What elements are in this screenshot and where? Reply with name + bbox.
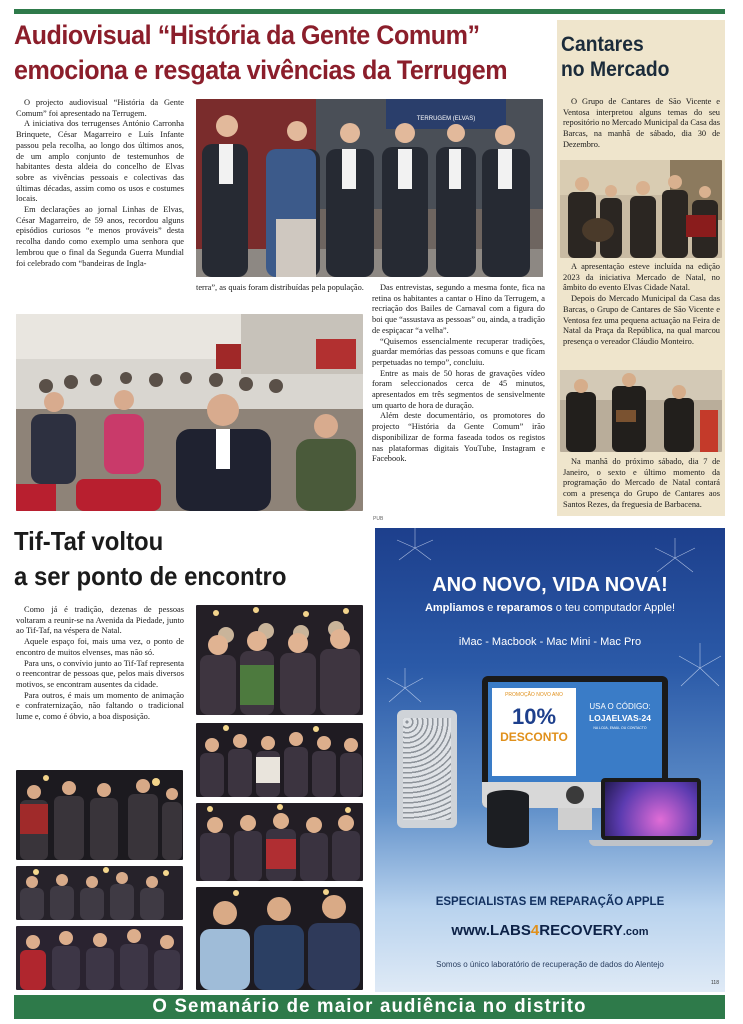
sidebar-title-line2: no Mercado — [561, 58, 670, 81]
article1-column-3 — [372, 283, 545, 465]
top-rule — [14, 9, 725, 14]
url-labs: LABS — [490, 922, 531, 939]
imac-screen — [488, 682, 662, 782]
mac-pro-cylinder — [487, 790, 529, 848]
ad-subtitle-mid: e — [484, 602, 497, 614]
macbook-base — [589, 840, 713, 846]
ad-title: ANO NOVO, VIDA NOVA! — [432, 574, 668, 596]
photo-cantares-market — [560, 160, 722, 258]
photo-tiftaf-6 — [196, 803, 363, 881]
footer-banner — [14, 995, 725, 1019]
promo-box — [492, 688, 576, 776]
promo-code-block — [580, 702, 660, 730]
article1-paragraph: Em declarações ao jornal Linhas de Elvas, César Magarreiro, de 59 anos, recordou alguns episódios curiosos “e menos prováveis” desta recolha dando como exemplo uma senhora que lembrou que o final da Segunda Guerra Mundial foi celebrado com “bandeiras de Ingla- — [16, 205, 184, 268]
article1-paragraph: Entre as mais de 50 horas de gravações vídeo foram seleccionados cerca de 45 minutos, apresentados em três segmentos de sensivelmente um quarto de hora de duração. — [372, 368, 545, 410]
ad-subtitle-rep: reparamos — [496, 602, 553, 614]
article1-headline-line2: emociona e resgata vivências da Terrugem — [14, 55, 508, 85]
article2-headline — [14, 524, 286, 594]
article1-column-2 — [196, 283, 366, 294]
url-post: .com — [622, 926, 649, 938]
article2-body — [16, 605, 184, 723]
footer-text: O Semanário de maior audiência no distrito — [152, 996, 587, 1017]
sidebar-cantares — [557, 20, 725, 516]
photo-presenters-group — [196, 99, 543, 277]
photo-cantares-feira — [560, 370, 722, 452]
article2-headline-line2: a ser ponto de encontro — [14, 561, 287, 591]
mac-pro-tower — [397, 710, 457, 828]
article2-paragraph: Como já é tradição, dezenas de pessoas voltaram a reunir-se na Avenida da Piedade, junto ao Tif-Taf, na véspera de Natal. — [16, 605, 184, 636]
sidebar-title-line1: Cantares — [561, 33, 644, 56]
sidebar-closing — [563, 457, 720, 511]
imac-stand — [558, 808, 592, 830]
article2-paragraph: Para outros, é mais um momento de animação e confraternização, não faltando o tradicional lume e, como é óbvio, a boa disposição. — [16, 690, 184, 722]
mac-pro-grille — [403, 718, 451, 820]
ad-specialists: ESPECIALISTAS EM REPARAÇÃO APPLE — [435, 896, 665, 908]
sidebar-title — [561, 32, 669, 82]
advertisement-label: PUB — [373, 516, 384, 522]
sidebar-paragraph: O Grupo de Cantares de São Vicente e Ventosa interpretou alguns temas do seu repositório no Mercado Municipal da Casa das Barcas, na manhã de sábado, dia 30 de Dezembro. — [563, 97, 720, 149]
article2-headline-line1: Tif-Taf voltou — [14, 526, 164, 556]
sidebar-paragraph: Depois do Mercado Municipal da Casa das Barcas, o Grupo de Cantares de São Vicente e Ventosa fez uma pequena actuação na Feira de Natal da Praça da República, na qual marcou presença o vereador Cláudio Monteiro. — [563, 294, 720, 346]
article1-paragraph: O projecto audiovisual “História da Gente Comum” foi apresentado na Terrugem. — [16, 98, 184, 118]
ad-subtitle — [375, 602, 725, 614]
labs4recovery-advertisement[interactable] — [375, 528, 725, 992]
sidebar-paragraph: Na manhã do próximo sábado, dia 7 de Janeiro, o sexto e último momento da programação do Mercado de Natal contará com a presença do Grupo de Cantares aos Santos Rezes, da freguesia de Barbacena. — [563, 457, 720, 509]
url-four: 4 — [530, 922, 540, 939]
macbook-screen — [605, 782, 697, 836]
photo-audience — [16, 314, 363, 511]
page-number: 118 — [711, 980, 719, 986]
promo-label: PROMOÇÃO NOVO ANO — [505, 692, 563, 698]
promo-code-note: NA LOJA, EMAIL OU CONTACTO — [593, 726, 647, 730]
ad-subtitle-amp: Ampliamos — [424, 602, 485, 614]
article2-paragraph: Aquele espaço foi, mais uma vez, o ponto de encontro de muitos elvenses, mas não só. — [16, 637, 184, 657]
promo-word: DESCONTO — [500, 730, 568, 744]
article1-paragraph: Das entrevistas, segundo a mesma fonte, fica na retina os habitantes a cantar o Hino da Terrugem, a recriação dos Bailes de Carnaval com a figura do boi que “assustava as pessoas” ou, ainda, a tradição de espiçacar “a velha”. — [372, 283, 545, 335]
promo-percent: 10% — [511, 704, 557, 729]
photo1-screen-text: TERRUGEM (ELVAS) — [416, 116, 476, 122]
url-pre: www. — [451, 922, 491, 939]
article1-column-1 — [16, 98, 184, 269]
article1-paragraph: A iniciativa dos terrugenses António Carronha Brinquete, César Magarreiro e Luís Infante passou pela recolha, ao longo dos últimos anos, de um amplo conjunto de testemunhos de habitantes desta aldeia do concelho de Elvas sobre as vivências pessoais e colectivas das últimas décadas, assim como os usos e costumes locais. — [16, 119, 184, 204]
article1-headline-line1: Audiovisual “História da Gente Comum” — [14, 20, 480, 50]
apple-logo-icon — [566, 786, 584, 804]
ad-website-link[interactable] — [375, 922, 725, 939]
ad-products: iMac - Macbook - Mac Mini - Mac Pro — [458, 636, 642, 648]
url-recovery: RECOVERY — [539, 922, 623, 939]
photo-tiftaf-1 — [16, 770, 183, 860]
sidebar-intro — [563, 97, 720, 151]
promo-code-label: USA O CÓDIGO: — [589, 702, 651, 711]
article1-paragraph: terra”, as quais foram distribuídas pela população. — [196, 283, 364, 292]
sidebar-body — [563, 262, 720, 348]
promo-code: LOJAELVAS-24 — [588, 713, 652, 723]
macbook-illustration — [601, 778, 701, 840]
photo-tiftaf-2 — [16, 866, 183, 920]
ad-subtitle-end: o teu computador Apple! — [552, 602, 676, 614]
photo-tiftaf-3 — [16, 926, 183, 990]
photo-tiftaf-7 — [196, 887, 363, 990]
ad-tagline: Somos o único laboratório de recuperação de dados do Alentejo — [436, 960, 664, 969]
article1-paragraph: “Quisemos essencialmente recuperar tradições, guardar memórias das pessoas comuns e que ficam perpetuadas no tempo”, concluiu. — [372, 336, 545, 367]
article1-headline — [14, 18, 512, 88]
article1-paragraph: Além deste documentário, os promotores do projecto “História da Gente Comum” irão disponibilizar de forma faseada todos os registos nas plataformas digitais YouTube, Instagram e Facebook. — [372, 411, 545, 464]
photo-tiftaf-4 — [196, 605, 363, 715]
photo-tiftaf-5 — [196, 723, 363, 797]
sidebar-paragraph: A apresentação esteve incluída na edição 2023 da iniciativa Mercado de Natal, no âmbito do evento Elvas Cidade Natal. — [563, 262, 720, 293]
article2-paragraph: Para uns, o convívio junto ao Tif-Taf representa o reencontrar de pessoas que, pelos mais diversos motivos, se encontram ausentes da cidade. — [16, 658, 184, 689]
